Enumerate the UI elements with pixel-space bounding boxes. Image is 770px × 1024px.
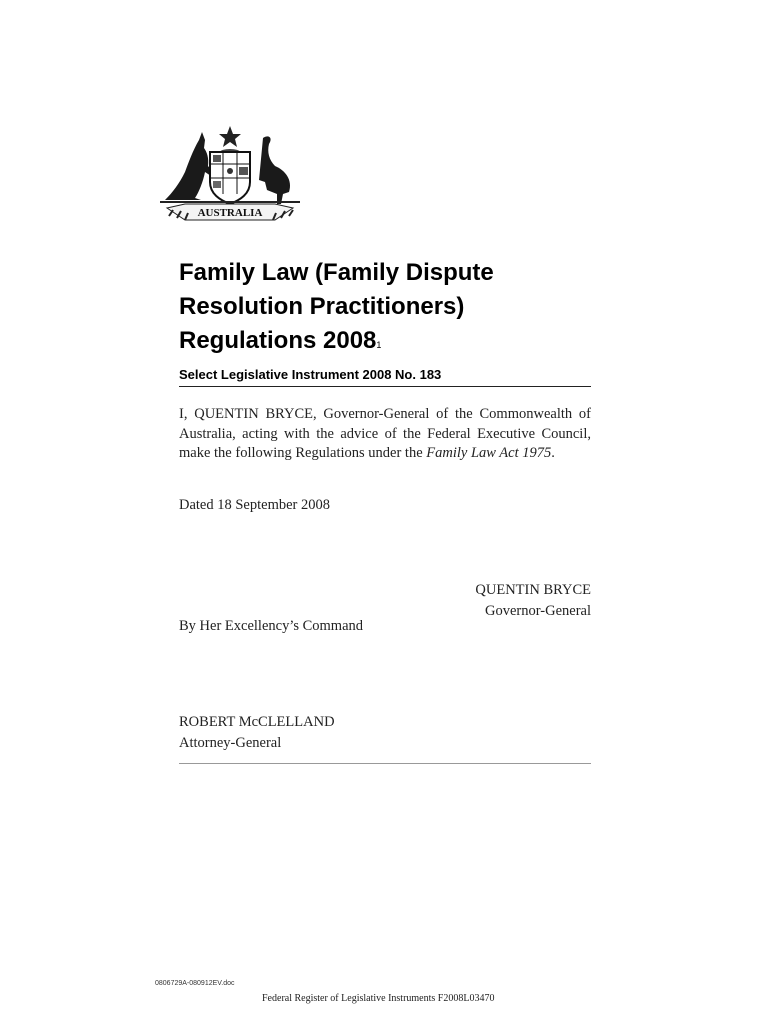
- title-line-2: Resolution Practitioners): [179, 293, 465, 320]
- preamble-text: I, QUENTIN BRYCE, Governor-General of the Commonwealth of Australia, acting with the advice of the Federal Executive Council, make the following Regulations under the: [179, 406, 591, 461]
- governor-general-title: Governor-General: [485, 603, 591, 619]
- instrument-number: Select Legislative Instrument 2008 No. 183: [179, 367, 591, 387]
- governor-general-signature: [475, 580, 591, 622]
- regulation-title: [179, 256, 619, 358]
- date-line: Dated 18 September 2008: [179, 497, 331, 513]
- act-name: Family Law Act 1975: [426, 445, 552, 461]
- divider: [179, 763, 591, 764]
- attorney-general-name: ROBERT McCLELLAND: [179, 714, 335, 730]
- title-line-1: Family Law (Family Dispute: [179, 259, 494, 286]
- footnote-ref: 1: [376, 340, 382, 350]
- attorney-general-signature: [179, 712, 335, 754]
- attorney-general-title: Attorney-General: [179, 735, 282, 751]
- coat-of-arms: [155, 122, 305, 227]
- document-id: 0806729A-080912EV.doc: [155, 980, 235, 987]
- title-line-3-text: Regulations 2008: [179, 327, 377, 354]
- register-footer: Federal Register of Legislative Instruments F2008L03470: [262, 993, 495, 1004]
- governor-general-name: QUENTIN BRYCE: [475, 582, 591, 598]
- title-line-3: [179, 324, 619, 358]
- command-line: By Her Excellency’s Command: [179, 618, 364, 634]
- coat-of-arms-icon: [155, 122, 305, 227]
- preamble-paragraph: [179, 405, 591, 464]
- crest-motto: AUSTRALIA: [197, 207, 263, 219]
- preamble-end: .: [551, 445, 555, 461]
